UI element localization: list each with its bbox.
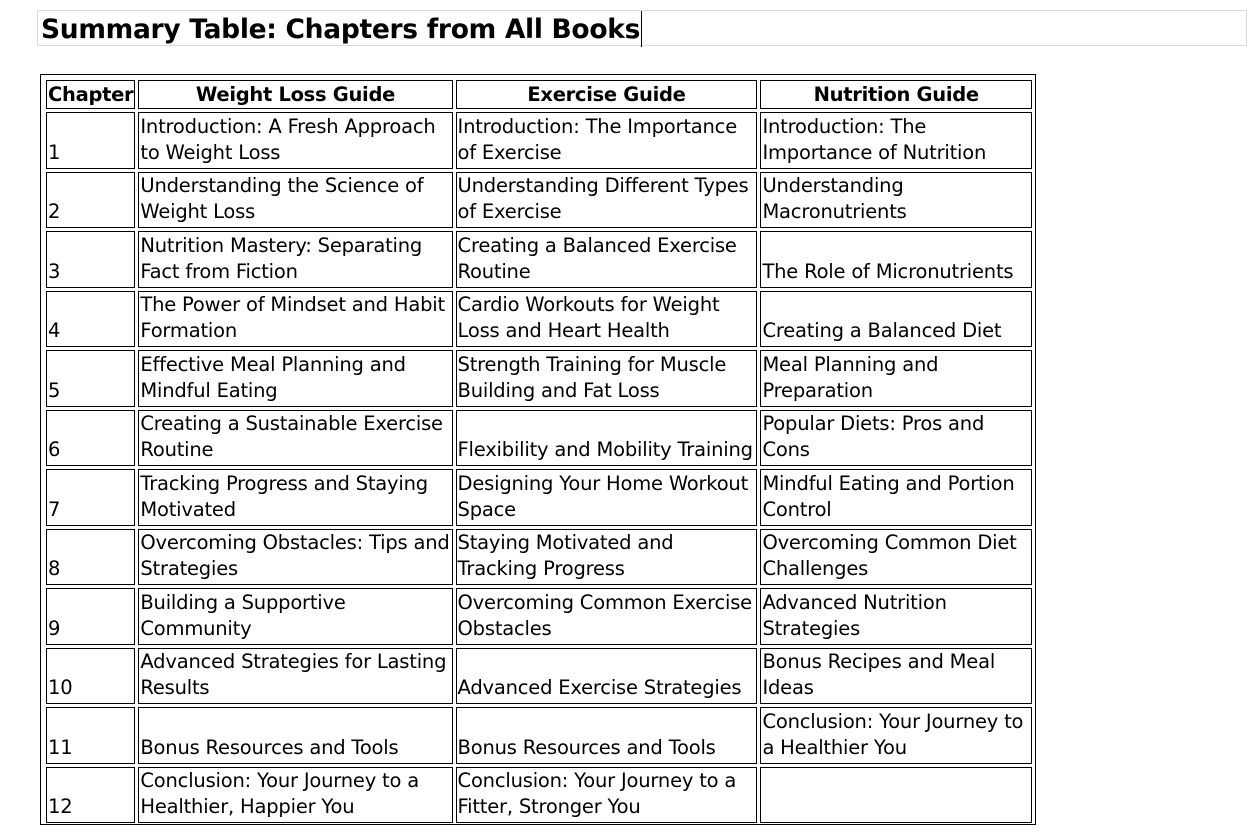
summary-table xyxy=(43,77,1035,826)
nutrition-chapter-cell[interactable] xyxy=(760,767,1032,824)
chapter-number-cell[interactable]: 6 xyxy=(46,410,135,467)
exercise-chapter-cell[interactable]: Staying Motivated and Tracking Progress xyxy=(456,529,758,586)
nutrition-chapter-cell[interactable]: Introduction: The Importance of Nutrition xyxy=(760,112,1032,169)
exercise-chapter-cell[interactable]: Advanced Exercise Strategies xyxy=(456,648,758,705)
page-title[interactable]: Summary Table: Chapters from All Books xyxy=(41,11,642,47)
exercise-chapter-cell[interactable]: Strength Training for Muscle Building and Fat Loss xyxy=(456,350,758,407)
chapter-number-cell[interactable]: 1 xyxy=(46,112,135,169)
table-row xyxy=(46,469,1032,526)
exercise-chapter-cell[interactable]: Overcoming Common Exercise Obstacles xyxy=(456,588,758,645)
weight-loss-chapter-cell[interactable]: Understanding the Science of Weight Loss xyxy=(138,172,452,229)
nutrition-chapter-cell[interactable]: Advanced Nutrition Strategies xyxy=(760,588,1032,645)
chapter-number-cell[interactable]: 10 xyxy=(46,648,135,705)
weight-loss-chapter-cell[interactable]: Advanced Strategies for Lasting Results xyxy=(138,648,452,705)
weight-loss-chapter-cell[interactable]: Introduction: A Fresh Approach to Weight Loss xyxy=(138,112,452,169)
exercise-chapter-cell[interactable]: Designing Your Home Workout Space xyxy=(456,469,758,526)
header-chapter: Chapter xyxy=(46,80,135,109)
chapter-number-cell[interactable]: 9 xyxy=(46,588,135,645)
chapter-number-cell[interactable]: 5 xyxy=(46,350,135,407)
nutrition-chapter-cell[interactable]: The Role of Micronutrients xyxy=(760,231,1032,288)
weight-loss-chapter-cell[interactable]: Tracking Progress and Staying Motivated xyxy=(138,469,452,526)
chapter-number-cell[interactable]: 8 xyxy=(46,529,135,586)
table-row xyxy=(46,767,1032,824)
header-weight-loss-guide: Weight Loss Guide xyxy=(138,80,452,109)
chapter-number-cell[interactable]: 7 xyxy=(46,469,135,526)
weight-loss-chapter-cell[interactable]: Effective Meal Planning and Mindful Eating xyxy=(138,350,452,407)
weight-loss-chapter-cell[interactable]: Building a Supportive Community xyxy=(138,588,452,645)
header-nutrition-guide: Nutrition Guide xyxy=(760,80,1032,109)
nutrition-chapter-cell[interactable]: Mindful Eating and Portion Control xyxy=(760,469,1032,526)
exercise-chapter-cell[interactable]: Flexibility and Mobility Training xyxy=(456,410,758,467)
table-row xyxy=(46,112,1032,169)
table-row xyxy=(46,410,1032,467)
table-row xyxy=(46,588,1032,645)
weight-loss-chapter-cell[interactable]: Creating a Sustainable Exercise Routine xyxy=(138,410,452,467)
table-row xyxy=(46,291,1032,348)
nutrition-chapter-cell[interactable]: Meal Planning and Preparation xyxy=(760,350,1032,407)
table-row xyxy=(46,350,1032,407)
exercise-chapter-cell[interactable]: Bonus Resources and Tools xyxy=(456,707,758,764)
chapter-number-cell[interactable]: 11 xyxy=(46,707,135,764)
title-block[interactable] xyxy=(37,10,1247,46)
table-row xyxy=(46,231,1032,288)
weight-loss-chapter-cell[interactable]: Bonus Resources and Tools xyxy=(138,707,452,764)
weight-loss-chapter-cell[interactable]: Nutrition Mastery: Separating Fact from Fiction xyxy=(138,231,452,288)
chapter-number-cell[interactable]: 3 xyxy=(46,231,135,288)
summary-table-frame xyxy=(40,74,1036,825)
chapter-number-cell[interactable]: 4 xyxy=(46,291,135,348)
weight-loss-chapter-cell[interactable]: Overcoming Obstacles: Tips and Strategies xyxy=(138,529,452,586)
exercise-chapter-cell[interactable]: Understanding Different Types of Exercise xyxy=(456,172,758,229)
nutrition-chapter-cell[interactable]: Conclusion: Your Journey to a Healthier You xyxy=(760,707,1032,764)
table-row xyxy=(46,172,1032,229)
exercise-chapter-cell[interactable]: Introduction: The Importance of Exercise xyxy=(456,112,758,169)
weight-loss-chapter-cell[interactable]: The Power of Mindset and Habit Formation xyxy=(138,291,452,348)
chapter-number-cell[interactable]: 2 xyxy=(46,172,135,229)
nutrition-chapter-cell[interactable]: Overcoming Common Diet Challenges xyxy=(760,529,1032,586)
weight-loss-chapter-cell[interactable]: Conclusion: Your Journey to a Healthier, Happier You xyxy=(138,767,452,824)
exercise-chapter-cell[interactable]: Conclusion: Your Journey to a Fitter, Stronger You xyxy=(456,767,758,824)
nutrition-chapter-cell[interactable]: Bonus Recipes and Meal Ideas xyxy=(760,648,1032,705)
table-row xyxy=(46,648,1032,705)
nutrition-chapter-cell[interactable]: Creating a Balanced Diet xyxy=(760,291,1032,348)
chapter-number-cell[interactable]: 12 xyxy=(46,767,135,824)
table-row xyxy=(46,529,1032,586)
table-row xyxy=(46,707,1032,764)
exercise-chapter-cell[interactable]: Cardio Workouts for Weight Loss and Heart Health xyxy=(456,291,758,348)
exercise-chapter-cell[interactable]: Creating a Balanced Exercise Routine xyxy=(456,231,758,288)
nutrition-chapter-cell[interactable]: Understanding Macronutrients xyxy=(760,172,1032,229)
table-header-row xyxy=(46,80,1032,109)
header-exercise-guide: Exercise Guide xyxy=(456,80,758,109)
nutrition-chapter-cell[interactable]: Popular Diets: Pros and Cons xyxy=(760,410,1032,467)
